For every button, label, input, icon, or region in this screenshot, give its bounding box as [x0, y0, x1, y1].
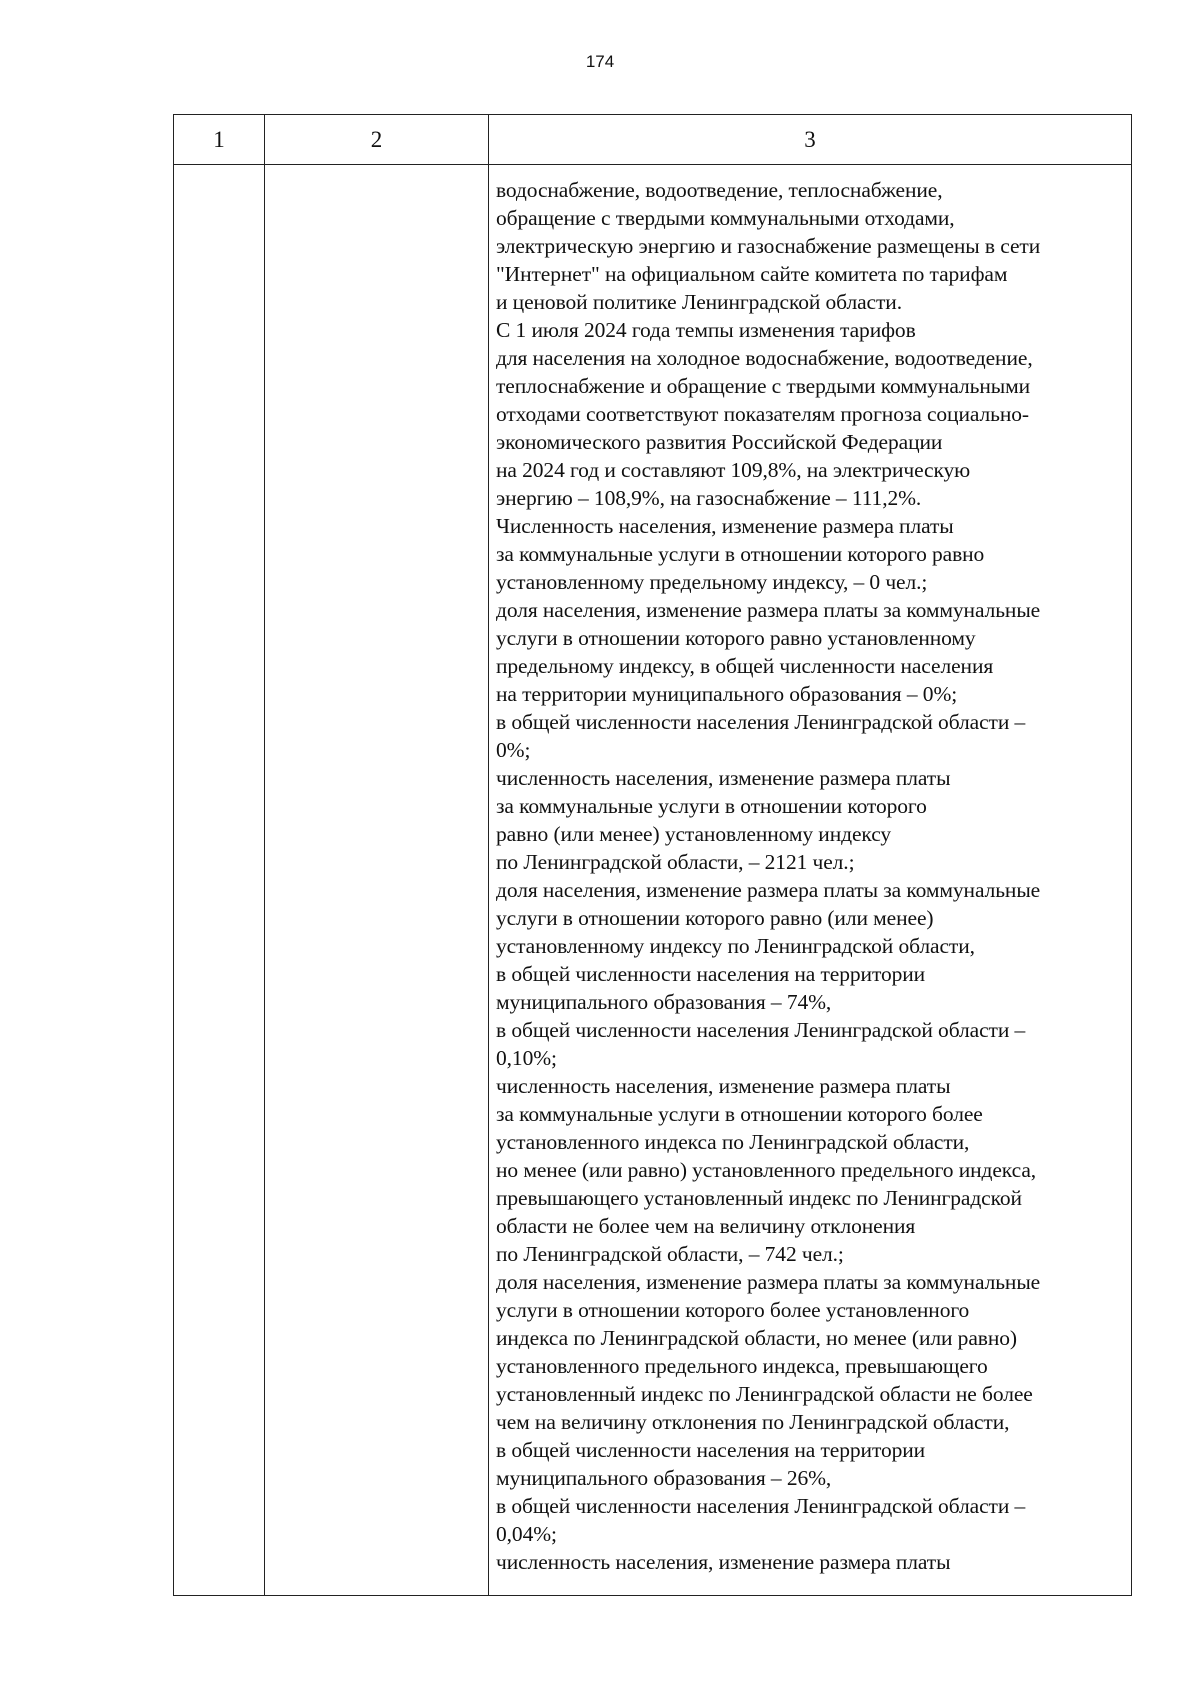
- text-line: установленного предельного индекса, превышающего: [496, 1354, 988, 1378]
- text-line: предельному индексу, в общей численности населения: [496, 654, 994, 678]
- text-line: установленному предельному индексу, – 0 чел.;: [496, 570, 928, 594]
- text-line: установленного индекса по Ленинградской области,: [496, 1130, 970, 1154]
- text-line: обращение с твердыми коммунальными отходами,: [496, 206, 955, 230]
- text-line: за коммунальные услуги в отношении которого: [496, 794, 927, 818]
- text-line: установленному индексу по Ленинградской области,: [496, 934, 975, 958]
- text-line: услуги в отношении которого равно (или менее): [496, 906, 934, 930]
- document-table: [173, 114, 1132, 1596]
- text-line: услуги в отношении которого равно установленному: [496, 626, 976, 650]
- text-line: услуги в отношении которого более установленного: [496, 1298, 970, 1322]
- column-header-1: 1: [174, 115, 265, 165]
- text-line: доля населения, изменение размера платы за коммунальные: [496, 1270, 1041, 1294]
- table-row: [174, 165, 1132, 1596]
- text-line: численность населения, изменение размера платы: [496, 1550, 951, 1574]
- text-line: муниципального образования – 26%,: [496, 1466, 832, 1490]
- table-header-row: [174, 115, 1132, 165]
- text-line: установленный индекс по Ленинградской области не более: [496, 1382, 1033, 1406]
- text-line: но менее (или равно) установленного предельного индекса,: [496, 1158, 1037, 1182]
- text-line: 0,04%;: [496, 1522, 557, 1546]
- text-line: области не более чем на величину отклонения: [496, 1214, 916, 1238]
- text-line: в общей численности населения на территории: [496, 962, 926, 986]
- text-line: экономического развития Российской Федерации: [496, 430, 943, 454]
- text-line: в общей численности населения Ленинградской области –: [496, 710, 1026, 734]
- text-line: доля населения, изменение размера платы за коммунальные: [496, 878, 1041, 902]
- text-line: муниципального образования – 74%,: [496, 990, 832, 1014]
- column-header-3: 3: [489, 115, 1132, 165]
- text-line: в общей численности населения на территории: [496, 1438, 926, 1462]
- text-line: на территории муниципального образования – 0%;: [496, 682, 958, 706]
- text-line: индекса по Ленинградской области, но менее (или равно): [496, 1326, 1017, 1350]
- cell-text-block: [489, 165, 1131, 1576]
- text-line: для населения на холодное водоснабжение, водоотведение,: [496, 346, 1033, 370]
- text-line: 0%;: [496, 738, 531, 762]
- text-line: на 2024 год и составляют 109,8%, на электрическую: [496, 458, 971, 482]
- text-line: Численность населения, изменение размера платы: [496, 514, 954, 538]
- text-line: по Ленинградской области, – 2121 чел.;: [496, 850, 855, 874]
- text-line: электрическую энергию и газоснабжение размещены в сети: [496, 234, 1041, 258]
- cell-column-1: [174, 165, 265, 1596]
- text-line: за коммунальные услуги в отношении которого равно: [496, 542, 985, 566]
- text-line: доля населения, изменение размера платы за коммунальные: [496, 598, 1041, 622]
- text-line: 0,10%;: [496, 1046, 557, 1070]
- text-line: теплоснабжение и обращение с твердыми коммунальными: [496, 374, 1030, 398]
- text-line: равно (или менее) установленному индексу: [496, 822, 892, 846]
- page-number: 174: [585, 52, 615, 71]
- text-line: в общей численности населения Ленинградской области –: [496, 1018, 1026, 1042]
- column-header-2: 2: [265, 115, 489, 165]
- text-line: водоснабжение, водоотведение, теплоснабжение,: [496, 178, 943, 202]
- text-line: отходами соответствуют показателям прогноза социально-: [496, 402, 1029, 426]
- text-line: С 1 июля 2024 года темпы изменения тарифов: [496, 318, 916, 342]
- text-line: чем на величину отклонения по Ленинградской области,: [496, 1410, 1010, 1434]
- text-line: по Ленинградской области, – 742 чел.;: [496, 1242, 844, 1266]
- text-line: превышающего установленный индекс по Ленинградской: [496, 1186, 1022, 1210]
- text-line: за коммунальные услуги в отношении которого более: [496, 1102, 983, 1126]
- text-line: численность населения, изменение размера платы: [496, 1074, 951, 1098]
- text-line: энергию – 108,9%, на газоснабжение – 111,2%.: [496, 486, 922, 510]
- text-line: численность населения, изменение размера платы: [496, 766, 951, 790]
- text-line: в общей численности населения Ленинградской области –: [496, 1494, 1026, 1518]
- cell-column-3: [489, 165, 1132, 1596]
- text-line: и ценовой политике Ленинградской области.: [496, 290, 902, 314]
- text-line: "Интернет" на официальном сайте комитета по тарифам: [496, 262, 1008, 286]
- cell-column-2: [265, 165, 489, 1596]
